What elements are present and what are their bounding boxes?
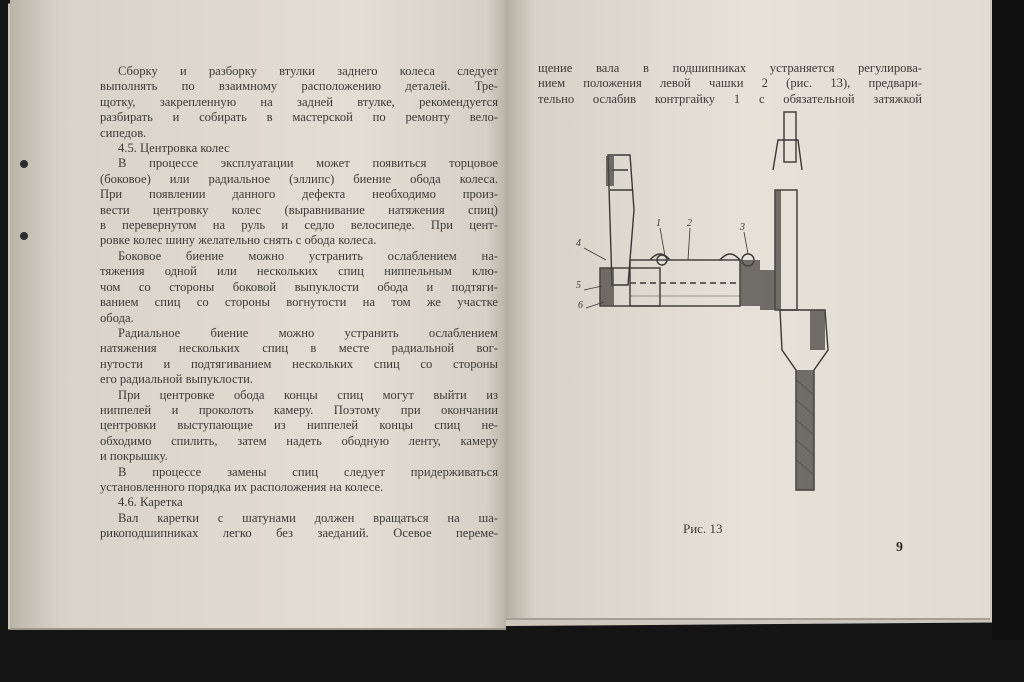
callout-6: 6 <box>578 300 583 311</box>
text-line: обходимо спилить, затем надеть ободную ленту, камеру <box>100 433 498 448</box>
text-line: ниппелей и проколоть камеру. Поэтому при окончании <box>100 402 498 417</box>
text-line: в перевернутом на руль и седло велосипеде. При цент- <box>100 218 498 233</box>
text-line: ванием спиц со стороны вогнутости на том же участке <box>100 295 498 310</box>
text-line: разбирать и собирать в мастерской по ремонту вело- <box>100 110 498 125</box>
text-line: (боковое) или радиальное (эллипс) биение обода колеса. <box>100 171 498 186</box>
callout-5: 5 <box>576 280 581 291</box>
figure-13-bottom-bracket-drawing <box>570 110 840 500</box>
right-page-text <box>538 61 922 107</box>
callout-1: 1 <box>656 218 661 229</box>
text-line: Боковое биение можно устранить ослаблением на- <box>118 248 498 263</box>
text-line: 4.5. Центровка колес <box>118 141 230 156</box>
text-line: щение вала в подшипниках устраняется регулирова- <box>538 61 922 75</box>
text-line: Радиальное биение можно устранить ослаблением <box>118 325 498 340</box>
page-number: 9 <box>896 540 903 555</box>
text-line: чом со стороны боковой выпуклости обода и подтяги- <box>100 279 498 294</box>
binding-hole <box>20 160 28 168</box>
left-page-text <box>100 64 498 542</box>
text-line: вести центровку колес (выравнивание натяжения спиц) <box>100 202 498 217</box>
text-line: тельно ослабив контргайку 1 с обязательной затяжкой <box>538 91 922 106</box>
text-line: рикоподшипниках легко без заеданий. Осевое переме- <box>100 526 498 541</box>
text-line: Вал каретки с шатунами должен вращаться на ша- <box>118 510 498 525</box>
binding-hole <box>20 232 28 240</box>
text-line: установленного порядка их расположения на колесе. <box>100 479 384 494</box>
text-line: сипедов. <box>100 125 147 140</box>
text-line: щотку, закрепленную на задней втулке, рекомендуется <box>100 94 498 109</box>
text-line: и покрышку. <box>100 449 168 464</box>
text-line: При появлении данного дефекта необходимо произ- <box>100 187 498 202</box>
text-line: нутости и подтягиванием нескольких спиц со стороны <box>100 356 498 371</box>
text-line: При центровке обода концы спиц могут выйти из <box>118 387 498 402</box>
text-line: 4.6. Каретка <box>118 495 183 510</box>
text-line: В процессе замены спиц следует придерживаться <box>118 464 498 479</box>
text-line: центровки выступающие из ниппелей концы спиц не- <box>100 418 498 433</box>
figure-caption: Рис. 13 <box>683 521 723 536</box>
text-line: тяжения одной или нескольких спиц ниппельным клю- <box>100 264 498 279</box>
callout-3: 3 <box>740 222 745 233</box>
background-edge <box>992 0 1024 640</box>
text-line: В процессе эксплуатации может появиться торцовое <box>118 156 498 171</box>
text-line: выполнять по взаимному расположению деталей. Тре- <box>100 79 498 94</box>
text-line: ровке колес шину желательно снять с обода колеса. <box>100 233 377 248</box>
callout-4: 4 <box>576 238 581 249</box>
callout-2: 2 <box>687 218 692 229</box>
text-line: натяжения нескольких спиц в месте радиальной вог- <box>100 341 498 356</box>
text-line: нием положения левой чашки 2 (рис. 13), предвари- <box>538 76 922 91</box>
text-line: обода. <box>100 310 134 325</box>
text-line: Сборку и разборку втулки заднего колеса следует <box>118 64 498 78</box>
text-line: его радиальной выпуклости. <box>100 372 254 387</box>
